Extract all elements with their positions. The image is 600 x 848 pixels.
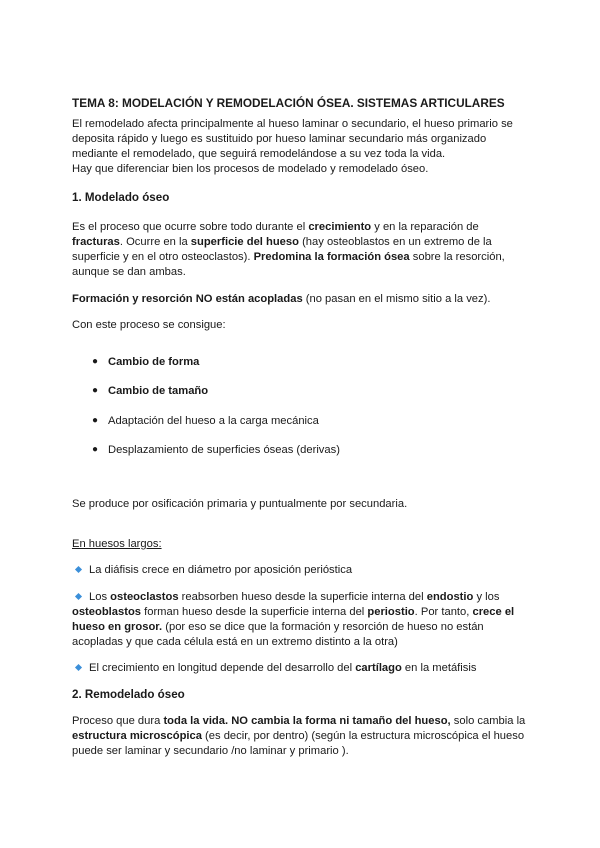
s2-p1-line: estructura microscópica (es decir, por dentro) (según la estructura microscópica el hueso xyxy=(72,730,525,742)
intro-line: deposita rápido y luego es sustituido por hueso laminar secundario más organizado xyxy=(72,133,487,145)
s1-p1-line: Es el proceso que ocurre sobre todo durante el crecimiento y en la reparación de xyxy=(72,221,479,233)
diamond-bullet-icon xyxy=(75,593,82,600)
long-bones-label: En huesos largos: xyxy=(72,538,162,550)
s1-p4-line: Se produce por osificación primaria y puntualmente por secundaria. xyxy=(72,498,408,510)
document-title: TEMA 8: MODELACIÓN Y REMODELACIÓN ÓSEA. SISTEMAS ARTICULARES xyxy=(72,96,505,110)
s2-p1-line: puede ser laminar y secundario /no laminar y primario ). xyxy=(72,745,349,757)
long-bones-item-line: hueso en grosor. (por eso se dice que la formación y resorción de hueso no están xyxy=(72,621,484,633)
s2-p1-line: Proceso que dura toda la vida. NO cambia la forma ni tamaño del hueso, solo cambia la xyxy=(72,715,526,727)
long-bones-item: Los osteoclastos reabsorben hueso desde la superficie interna del endostio y los xyxy=(72,590,499,604)
s1-p1-line: fracturas. Ocurre en la superficie del hueso (hay osteoblastos en un extremo de la xyxy=(72,236,492,248)
diamond-bullet-icon xyxy=(75,566,82,573)
long-bones-item-line: osteoblastos forman hueso desde la superficie interna del periostio. Por tanto, crece el xyxy=(72,606,515,618)
bullet-dot-icon: ● xyxy=(92,415,99,426)
intro-line: El remodelado afecta principalmente al hueso laminar o secundario, el hueso primario se xyxy=(72,118,513,130)
s1-p3-line: Con este proceso se consigue: xyxy=(72,319,226,331)
bullet-dot-icon: ● xyxy=(92,444,99,455)
diamond-bullet-icon xyxy=(75,664,82,671)
s1-p1-line: aunque se dan ambas. xyxy=(72,266,186,278)
long-bones-item: La diáfisis crece en diámetro por aposición perióstica xyxy=(72,563,352,577)
bullet-dot-icon: ● xyxy=(92,385,99,396)
long-bones-item: El crecimiento en longitud depende del desarrollo del cartílago en la metáfisis xyxy=(72,661,476,675)
section2-heading: 2. Remodelado óseo xyxy=(72,688,185,701)
bullet-dot-icon: ● xyxy=(92,356,99,367)
s1-p2-line: Formación y resorción NO están acopladas (no pasan en el mismo sitio a la vez). xyxy=(72,293,491,305)
long-bones-item-line: acopladas y que cada célula está en un extremo distinto a la otra) xyxy=(72,636,398,648)
intro-line: mediante el remodelado, que seguirá remodelándose a su vez toda la vida. xyxy=(72,148,446,160)
s1-p1-line: superficie y en el otro osteoclastos). Predomina la formación ósea sobre la resorción, xyxy=(72,251,505,263)
intro-line: Hay que diferenciar bien los procesos de modelado y remodelado óseo. xyxy=(72,163,429,175)
section1-heading: 1. Modelado óseo xyxy=(72,191,170,204)
